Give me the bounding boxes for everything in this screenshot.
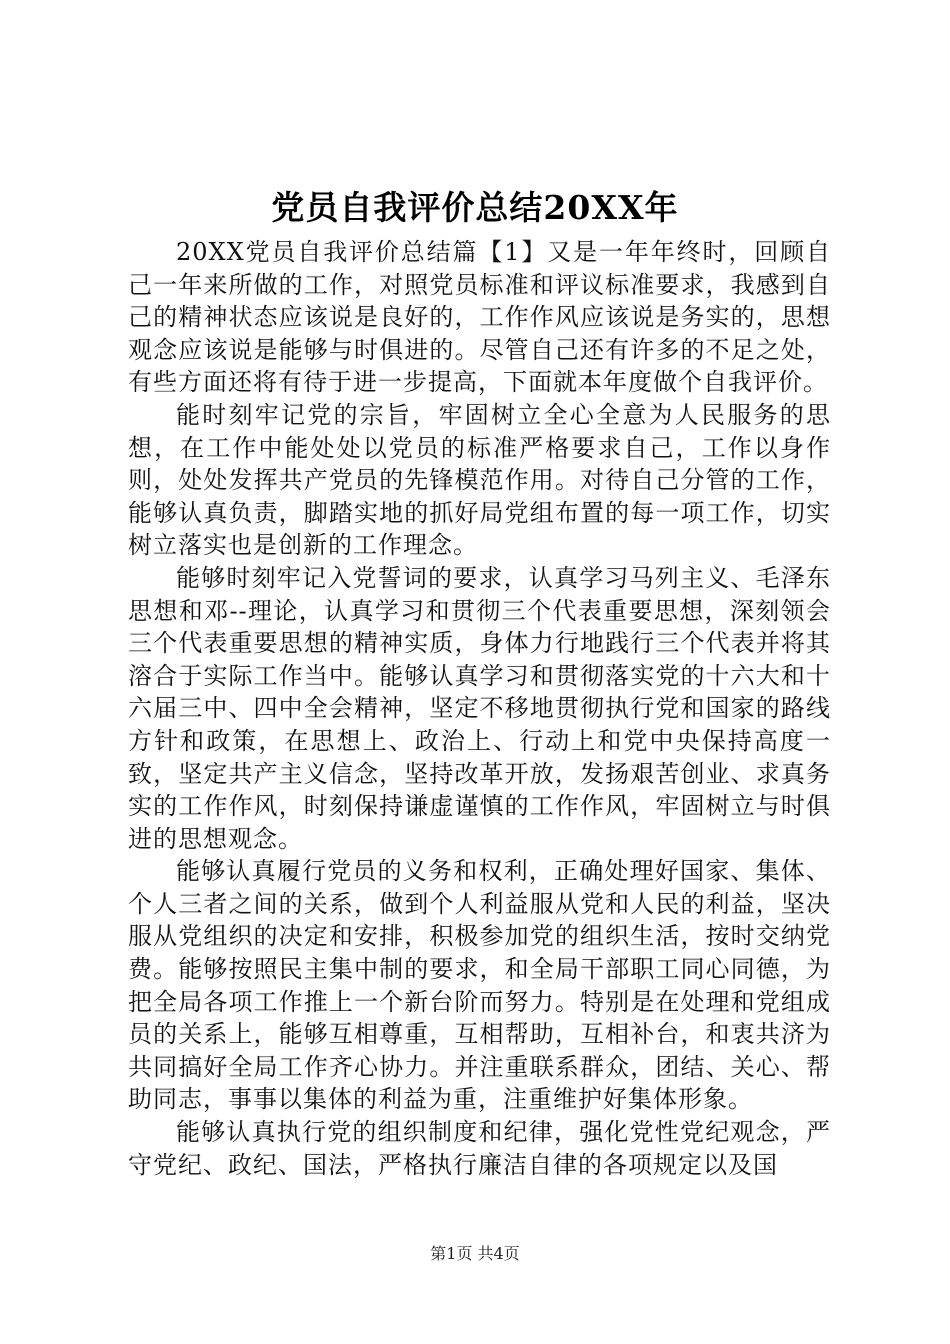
paragraph: 能时刻牢记党的宗旨，牢固树立全心全意为人民服务的思想，在工作中能处处以党员的标准严格要求自己，工作以身作则，处处发挥共产党员的先锋模范作用。对待自己分管的工作，能够认真负责，脚踏实地的抓好局党组布置的每一项工作，切实树立落实也是创新的工作理念。 (128, 400, 831, 560)
document-title: 党员自我评价总结20XX年 (271, 188, 679, 227)
paragraph: 能够认真执行党的组织制度和纪律，强化党性党纪观念，严守党纪、政纪、国法，严格执行廉洁自律的各项规定以及国 (128, 1118, 831, 1179)
paragraph: 20XX党员自我评价总结篇【1】又是一年年终时，回顾自己一年来所做的工作，对照党员标准和评议标准要求，我感到自己的精神状态应该说是良好的，工作作风应该说是务实的，思想观念应该说是能够与时俱进的。尽管自己还有许多的不足之处，有些方面还将有待于进一步提高，下面就本年度做个自我评价。 (128, 238, 831, 397)
paragraph: 能够认真履行党员的义务和权利，正确处理好国家、集体、个人三者之间的关系，做到个人利益服从党和人民的利益，坚决服从党组织的决定和安排，积极参加党的组织生活，按时交纳党费。能够按照民主集中制的要求，和全局干部职工同心同德，为把全局各项工作推上一个新台阶而努力。特别是在处理和党组成员的关系上，能够互相尊重，互相帮助，互相补台，和衷共济为共同搞好全局工作齐心协力。并注重联系群众，团结、关心、帮助同志，事事以集体的利益为重，注重维护好集体形象。 (128, 857, 831, 1114)
page-number-footer: 第1页 共4页 (430, 1244, 520, 1263)
document-body (128, 236, 831, 1181)
paragraph: 能够时刻牢记入党誓词的要求，认真学习马列主义、毛泽东思想和邓--理论，认真学习和贯彻三个代表重要思想，深刻领会三个代表重要思想的精神实质，身体力行地践行三个代表并将其溶合于实际工作当中。能够认真学习和贯彻落实党的十六大和十六届三中、四中全会精神，坚定不移地贯彻执行党和国家的路线方针和政策，在思想上、政治上、行动上和党中央保持高度一致，坚定共产主义信念，坚持改革开放，发扬艰苦创业、求真务实的工作作风，时刻保持谦虚谨慎的工作作风，牢固树立与时俱进的思想观念。 (128, 563, 831, 853)
